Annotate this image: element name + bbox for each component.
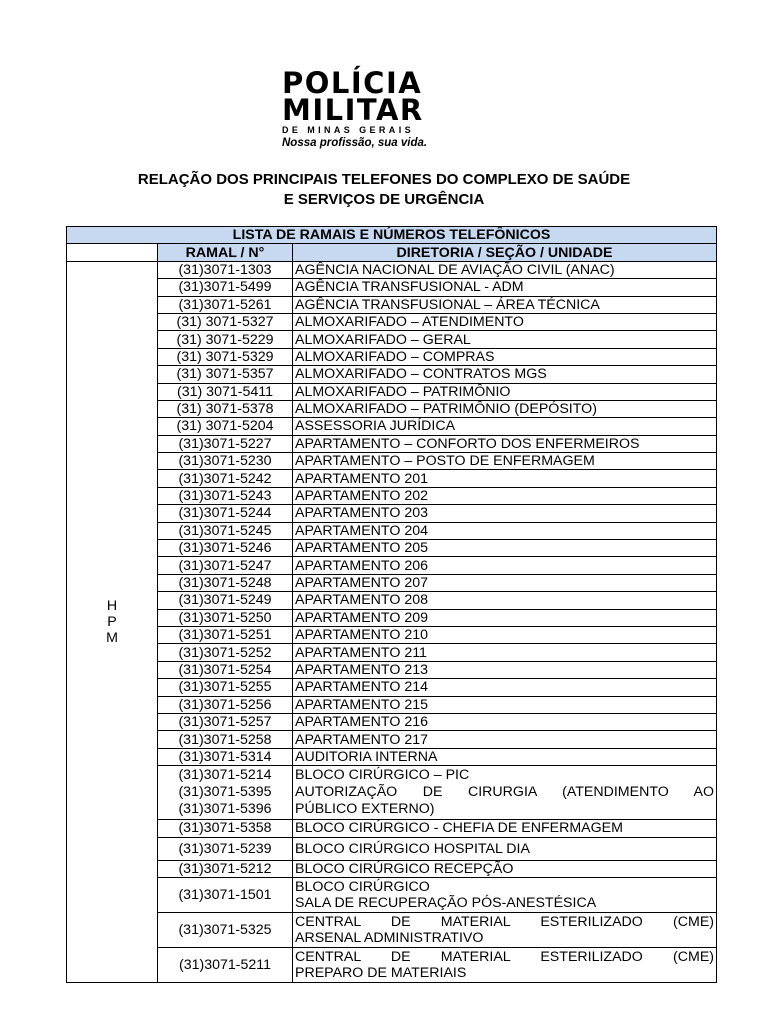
group-letter: H [106,597,118,614]
unit-cell: APARTAMENTO 216 [293,713,717,730]
table-row [67,574,717,591]
ramal-cell: (31) 3071-5329 [158,348,293,365]
title-line-2: E SERVIÇOS DE URGÊNCIA [283,191,485,208]
table-row [67,609,717,626]
unit-value: SALA DE RECUPERAÇÃO PÓS-ANESTÉSICA [295,894,597,911]
table-row [67,296,717,313]
table-row [67,487,717,504]
ramal-cell: (31)3071-5251 [158,626,293,643]
unit-cell: ALMOXARIFADO – PATRIMÔNIO [293,383,717,400]
table-row [67,947,717,982]
table-row [67,400,717,417]
unit-cell: APARTAMENTO 202 [293,487,717,504]
table-row [67,766,717,820]
unit-cell: APARTAMENTO 215 [293,696,717,713]
table-row [67,435,717,452]
table-row [67,877,717,912]
table-row [67,522,717,539]
logo-slogan: Nossa profissão, sua vida. [282,137,428,149]
ramal-cell: (31)3071-5239 [158,837,293,860]
unit-value: PÚBLICO EXTERNO) [295,801,435,818]
pmmg-logo [282,66,454,149]
table-row [67,679,717,696]
header-unit: DIRETORIA / SEÇÃO / UNIDADE [293,244,717,261]
table-row [67,279,717,296]
unit-cell: APARTAMENTO – POSTO DE ENFERMAGEM [293,453,717,470]
ramal-cell [158,766,293,820]
header-blank [67,244,158,261]
unit-cell: APARTAMENTO 213 [293,661,717,678]
unit-cell: ALMOXARIFADO – PATRIMÔNIO (DEPÓSITO) [293,400,717,417]
unit-cell: APARTAMENTO 201 [293,470,717,487]
table-row [67,331,717,348]
unit-cell [293,877,717,912]
ramal-cell: (31)3071-5254 [158,661,293,678]
ramal-cell: (31)3071-5245 [158,522,293,539]
table-row [67,820,717,837]
ramal-cell: (31)3071-5211 [158,947,293,982]
logo-text-militar: MILITAR [282,93,424,127]
unit-cell [293,947,717,982]
header-ramal: RAMAL / N° [158,244,293,261]
unit-cell [293,766,717,820]
unit-cell: AGÊNCIA TRANSFUSIONAL – ÁREA TÉCNICA [293,296,717,313]
ramal-cell: (31)3071-5314 [158,748,293,765]
unit-value: ARSENAL ADMINISTRATIVO [295,929,484,946]
group-letter: P [107,613,117,630]
unit-cell: APARTAMENTO 207 [293,574,717,591]
phone-table [66,226,717,983]
ramal-cell: (31)3071-5242 [158,470,293,487]
unit-cell: AGÊNCIA NACIONAL DE AVIAÇÃO CIVIL (ANAC) [293,261,717,278]
unit-value: PREPARO DE MATERIAIS [295,964,467,981]
unit-value: AUTORIZAÇÃO DE CIRURGIA (ATENDIMENTO AO [295,784,715,801]
unit-cell: APARTAMENTO 204 [293,522,717,539]
ramal-cell: (31) 3071-5411 [158,383,293,400]
unit-cell: APARTAMENTO 210 [293,626,717,643]
unit-cell: ALMOXARIFADO – CONTRATOS MGS [293,366,717,383]
ramal-cell: (31)3071-5249 [158,592,293,609]
ramal-cell: (31)3071-5499 [158,279,293,296]
unit-cell: ASSESSORIA JURÍDICA [293,418,717,435]
ramal-cell: (31) 3071-5357 [158,366,293,383]
unit-cell: APARTAMENTO 208 [293,592,717,609]
table-body [67,261,717,982]
table-row [67,366,717,383]
ramal-cell: (31)3071-5227 [158,435,293,452]
unit-cell: AUDITORIA INTERNA [293,748,717,765]
document-title [0,170,768,210]
table-row [67,540,717,557]
ramal-value: (31)3071-5396 [178,801,272,818]
unit-cell: AGÊNCIA TRANSFUSIONAL - ADM [293,279,717,296]
table-row [67,837,717,860]
table-row [67,748,717,765]
unit-cell: ALMOXARIFADO – GERAL [293,331,717,348]
group-cell-hpm [67,261,158,982]
ramal-cell: (31)3071-5252 [158,644,293,661]
table-row [67,644,717,661]
unit-cell: APARTAMENTO 209 [293,609,717,626]
unit-cell [293,912,717,947]
table-row [67,860,717,877]
ramal-cell: (31)3071-5325 [158,912,293,947]
ramal-cell: (31)3071-5261 [158,296,293,313]
unit-cell: APARTAMENTO 211 [293,644,717,661]
title-line-1: RELAÇÃO DOS PRINCIPAIS TELEFONES DO COMPLEXO DE SAÚDE [137,171,631,188]
ramal-cell: (31)3071-5243 [158,487,293,504]
table-row [67,713,717,730]
unit-cell: APARTAMENTO 203 [293,505,717,522]
ramal-cell: (31)3071-5248 [158,574,293,591]
table-row [67,383,717,400]
ramal-cell: (31)3071-5258 [158,731,293,748]
ramal-cell: (31) 3071-5204 [158,418,293,435]
table-row [67,731,717,748]
ramal-cell: (31)3071-5257 [158,713,293,730]
ramal-cell: (31) 3071-5378 [158,400,293,417]
ramal-value: (31)3071-5214 [178,767,272,784]
table-row [67,505,717,522]
ramal-cell: (31) 3071-5229 [158,331,293,348]
ramal-cell: (31)3071-5256 [158,696,293,713]
table-row [67,626,717,643]
unit-value: BLOCO CIRÚRGICO – PIC [295,767,470,784]
unit-cell: APARTAMENTO 206 [293,557,717,574]
table-row [67,348,717,365]
ramal-value: (31)3071-5395 [178,784,272,801]
table-row [67,592,717,609]
group-letter: M [106,629,118,646]
unit-value: CENTRAL DE MATERIAL ESTERILIZADO (CME) [295,913,715,930]
table-row [67,470,717,487]
ramal-cell: (31)3071-5230 [158,453,293,470]
table-row [67,453,717,470]
ramal-cell: (31)3071-5212 [158,860,293,877]
logo-text-policia: POLÍCIA [282,66,423,100]
ramal-cell: (31)3071-5247 [158,557,293,574]
table-row [67,418,717,435]
ramal-cell: (31)3071-1501 [158,877,293,912]
unit-cell: APARTAMENTO 205 [293,540,717,557]
table-row [67,912,717,947]
unit-cell: APARTAMENTO – CONFORTO DOS ENFERMEIROS [293,435,717,452]
unit-cell: APARTAMENTO 217 [293,731,717,748]
unit-cell: ALMOXARIFADO – ATENDIMENTO [293,313,717,330]
unit-cell: BLOCO CIRÚRGICO RECEPÇÃO [293,860,717,877]
ramal-cell: (31)3071-5244 [158,505,293,522]
ramal-cell: (31)3071-5250 [158,609,293,626]
table-caption: LISTA DE RAMAIS E NÚMEROS TELEFÔNICOS [67,227,717,244]
ramal-cell: (31)3071-1303 [158,261,293,278]
table-row [67,696,717,713]
unit-cell: BLOCO CIRÚRGICO HOSPITAL DIA [293,837,717,860]
table-row [67,661,717,678]
unit-value: CENTRAL DE MATERIAL ESTERILIZADO (CME) [295,948,715,965]
table-row [67,261,717,278]
ramal-cell: (31)3071-5255 [158,679,293,696]
unit-cell: BLOCO CIRÚRGICO - CHEFIA DE ENFERMAGEM [293,820,717,837]
unit-cell: APARTAMENTO 214 [293,679,717,696]
ramal-cell: (31)3071-5358 [158,820,293,837]
logo-text-state: DE MINAS GERAIS [282,125,415,135]
ramal-cell: (31) 3071-5327 [158,313,293,330]
table-row [67,557,717,574]
unit-cell: ALMOXARIFADO – COMPRAS [293,348,717,365]
table-row [67,313,717,330]
unit-value: BLOCO CIRÚRGICO [295,878,430,895]
ramal-cell: (31)3071-5246 [158,540,293,557]
